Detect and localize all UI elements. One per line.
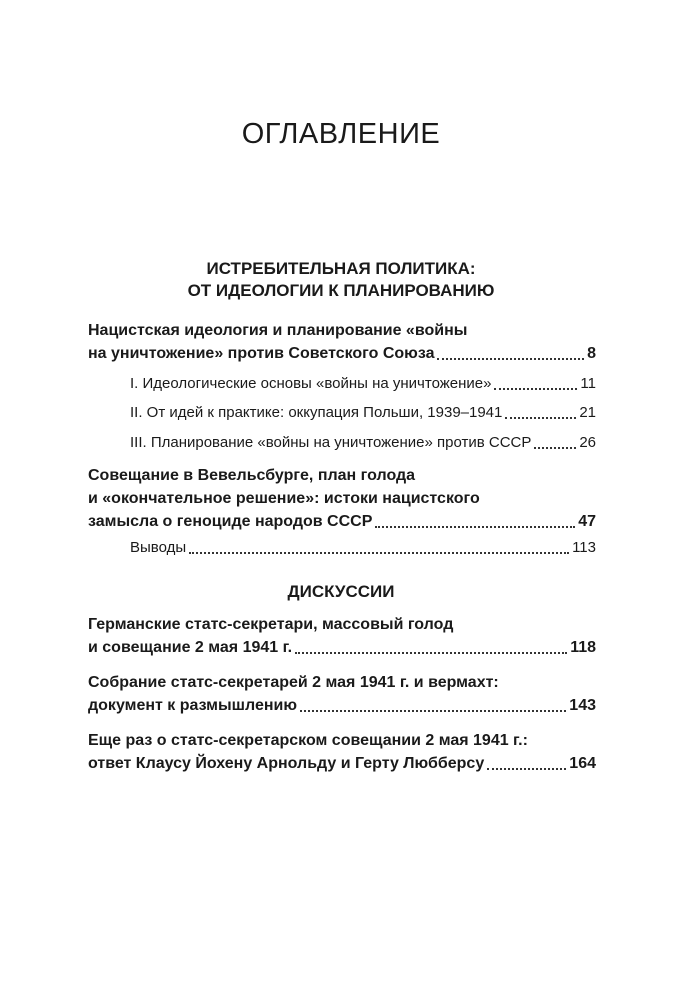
toc-page-number: 47 <box>578 513 596 530</box>
toc-entry-title: Нацистская идеология и планирование «войны <box>88 322 468 339</box>
section-heading-line: ДИСКУССИИ <box>287 582 395 601</box>
dot-leader <box>295 652 567 654</box>
toc-subentry-ideological-foundations[interactable] <box>130 372 596 395</box>
dot-leader <box>494 388 577 390</box>
dot-leader <box>300 710 566 712</box>
toc-page-number: 164 <box>569 755 596 772</box>
toc-entry-title: замысла о геноциде народов СССР <box>88 513 373 530</box>
toc-page-number: 143 <box>569 697 596 714</box>
toc-entry-title: и «окончательное решение»: истоки нацистского <box>88 490 480 507</box>
toc-entry-title: Выводы <box>130 539 187 556</box>
section-heading-extermination-policy <box>0 258 682 302</box>
toc-entry-title: на уничтожение» против Советского Союза <box>88 345 435 362</box>
toc-entry-title: и совещание 2 мая 1941 г. <box>88 639 293 656</box>
toc-entry-title: ответ Клаусу Йохену Арнольду и Герту Любберсу <box>88 755 485 772</box>
dot-leader <box>437 358 584 360</box>
dot-leader <box>189 552 569 554</box>
dot-leader <box>505 417 576 419</box>
section-heading-discussions <box>0 581 682 603</box>
dot-leader <box>375 526 575 528</box>
toc-entry-title: Совещание в Вевельсбурге, план голода <box>88 467 416 484</box>
toc-entry-title: III. Планирование «войны на уничтожение» против СССР <box>130 434 532 451</box>
toc-entry-meeting-wehrmacht[interactable] <box>88 671 596 717</box>
toc-entry-wewelsburg-meeting[interactable] <box>88 464 596 533</box>
toc-entry-state-secretaries[interactable] <box>88 613 596 659</box>
toc-entry-title: Германские статс-секретари, массовый голод <box>88 616 454 633</box>
dot-leader <box>487 768 566 770</box>
toc-subentry-planning-war[interactable] <box>130 431 596 454</box>
toc-page-number: 26 <box>579 434 596 451</box>
toc-page-number: 118 <box>570 639 596 656</box>
toc-subentry-conclusions[interactable] <box>130 536 596 559</box>
page-title: ОГЛАВЛЕНИЕ <box>241 118 441 150</box>
toc-subentry-occupation-poland[interactable] <box>130 401 596 424</box>
section-heading-line: ИСТРЕБИТЕЛЬНАЯ ПОЛИТИКА: <box>206 259 476 278</box>
toc-page-number: 8 <box>587 345 596 362</box>
toc-page-number: 11 <box>580 375 596 392</box>
toc-entry-nazi-ideology[interactable] <box>88 319 596 365</box>
toc-entry-title: Еще раз о статс-секретарском совещании 2 мая 1941 г.: <box>88 732 528 749</box>
toc-page-number: 21 <box>579 404 596 421</box>
toc-page-number: 113 <box>572 539 596 556</box>
dot-leader <box>534 447 576 449</box>
toc-entry-title: документ к размышлению <box>88 697 298 714</box>
section-heading-line: ОТ ИДЕОЛОГИИ К ПЛАНИРОВАНИЮ <box>187 281 495 300</box>
toc-entry-title: Собрание статс-секретарей 2 мая 1941 г. и вермахт: <box>88 674 499 691</box>
toc-entry-reply-arnold-lubbers[interactable] <box>88 729 596 775</box>
toc-entry-title: I. Идеологические основы «войны на уничтожение» <box>130 375 492 392</box>
toc-entry-title: II. От идей к практике: оккупация Польши, 1939–1941 <box>130 404 503 421</box>
